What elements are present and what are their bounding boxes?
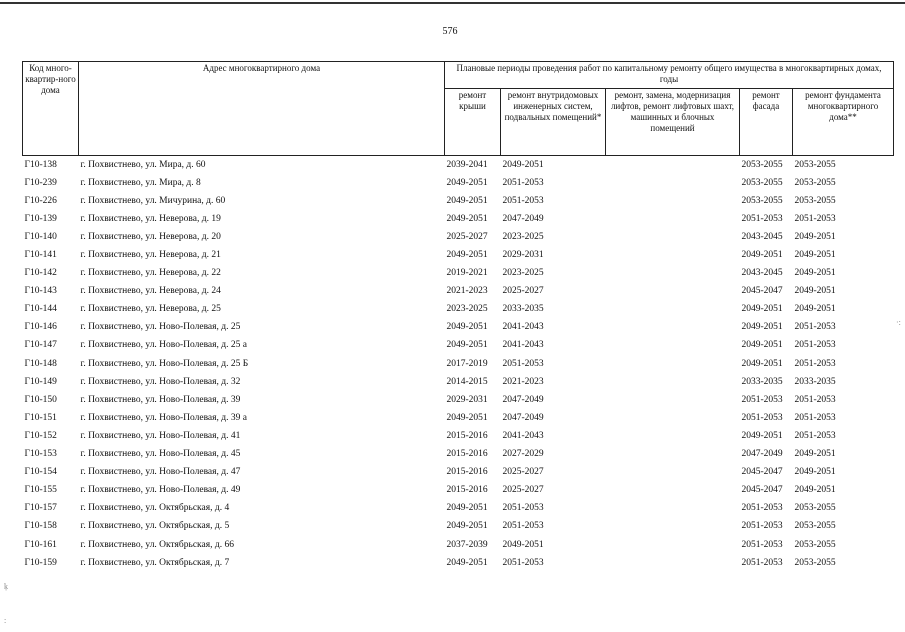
table-row [23, 192, 894, 210]
row-engineering: 2051-2053 [502, 521, 544, 532]
row-code: Г10-158 [24, 521, 57, 532]
row-facade: 2045-2047 [741, 467, 783, 478]
row-roof: 2049-2051 [446, 412, 488, 423]
row-engineering: 2047-2049 [502, 213, 544, 224]
row-roof: 2029-2031 [446, 394, 488, 405]
row-foundation: 2053-2055 [794, 539, 836, 550]
row-foundation: 2053-2055 [794, 503, 836, 514]
row-roof: 2014-2015 [446, 376, 488, 387]
row-engineering: 2047-2049 [502, 412, 544, 423]
row-facade: 2051-2053 [741, 412, 783, 423]
row-address: г. Похвистнево, ул. Ново-Полевая, д. 49 [80, 485, 241, 496]
row-address: г. Похвистнево, ул. Октябрьская, д. 4 [80, 503, 230, 514]
table-row [23, 391, 894, 409]
row-elevators [606, 482, 740, 500]
row-engineering: 2029-2031 [502, 250, 544, 261]
row-foundation: 2051-2053 [794, 412, 836, 423]
row-facade: 2051-2053 [741, 213, 783, 224]
row-facade: 2051-2053 [741, 503, 783, 514]
table-row [23, 536, 894, 554]
table-row [23, 446, 894, 464]
table-row [23, 210, 894, 228]
row-foundation: 2051-2053 [794, 394, 836, 405]
row-facade: 2049-2051 [741, 304, 783, 315]
row-facade: 2053-2055 [741, 159, 783, 170]
row-address: г. Похвистнево, ул. Октябрьская, д. 5 [80, 521, 230, 532]
scan-mark: : [4, 616, 7, 625]
row-roof: 2049-2051 [446, 557, 488, 568]
row-elevators [606, 174, 740, 192]
row-engineering: 2025-2027 [502, 467, 544, 478]
row-elevators [606, 409, 740, 427]
row-address: г. Похвистнево, ул. Ново-Полевая, д. 45 [80, 449, 241, 460]
row-address: г. Похвистнево, ул. Ново-Полевая, д. 41 [80, 430, 241, 441]
row-engineering: 2051-2053 [502, 177, 544, 188]
row-engineering: 2023-2025 [502, 231, 544, 242]
row-engineering: 2051-2053 [502, 557, 544, 568]
table-row [23, 409, 894, 427]
row-roof: 2015-2016 [446, 467, 488, 478]
row-roof: 2015-2016 [446, 449, 488, 460]
header-roof: ремонт крыши [445, 89, 501, 156]
row-roof: 2049-2051 [446, 250, 488, 261]
row-address: г. Похвистнево, ул. Ново-Полевая, д. 25 [80, 322, 241, 333]
row-code: Г10-159 [24, 557, 57, 568]
row-engineering: 2051-2053 [502, 503, 544, 514]
row-address: г. Похвистнево, ул. Октябрьская, д. 66 [80, 539, 234, 550]
row-foundation: 2053-2055 [794, 159, 836, 170]
row-foundation: 2051-2053 [794, 430, 836, 441]
row-engineering: 2051-2053 [502, 358, 544, 369]
row-elevators [606, 518, 740, 536]
header-foundation: ремонт фундамента многоквартирного дома** [793, 89, 894, 156]
table-row [23, 500, 894, 518]
row-roof: 2025-2027 [446, 231, 488, 242]
row-code: Г10-239 [24, 177, 57, 188]
row-elevators [606, 427, 740, 445]
row-foundation: 2051-2053 [794, 213, 836, 224]
row-elevators [606, 391, 740, 409]
row-elevators [606, 210, 740, 228]
row-elevators [606, 446, 740, 464]
table-row [23, 319, 894, 337]
row-roof: 2019-2021 [446, 268, 488, 279]
row-foundation: 2053-2055 [794, 557, 836, 568]
row-address: г. Похвистнево, ул. Ново-Полевая, д. 39 а [80, 412, 247, 423]
table-row [23, 301, 894, 319]
row-elevators [606, 228, 740, 246]
row-engineering: 2025-2027 [502, 485, 544, 496]
table-row [23, 228, 894, 246]
scan-mark: ·: [896, 318, 901, 327]
row-code: Г10-155 [24, 485, 57, 496]
row-engineering: 2049-2051 [502, 539, 544, 550]
row-foundation: 2033-2035 [794, 376, 836, 387]
row-foundation: 2053-2055 [794, 195, 836, 206]
row-engineering: 2051-2053 [502, 195, 544, 206]
table-row [23, 156, 894, 175]
row-facade: 2053-2055 [741, 195, 783, 206]
row-facade: 2047-2049 [741, 449, 783, 460]
row-elevators [606, 192, 740, 210]
header-engineering: ремонт внутридомовых инженерных систем, подвальных помещений* [501, 89, 606, 156]
row-facade: 2043-2045 [741, 268, 783, 279]
row-address: г. Похвистнево, ул. Неверова, д. 19 [80, 213, 221, 224]
table-row [23, 246, 894, 264]
row-foundation: 2049-2051 [794, 286, 836, 297]
row-foundation: 2049-2051 [794, 231, 836, 242]
row-engineering: 2049-2051 [502, 159, 544, 170]
row-address: г. Похвистнево, ул. Неверова, д. 25 [80, 304, 221, 315]
row-facade: 2049-2051 [741, 250, 783, 261]
row-foundation: 2049-2051 [794, 250, 836, 261]
scan-mark: ķ [4, 582, 8, 591]
row-code: Г10-140 [24, 231, 57, 242]
row-code: Г10-148 [24, 358, 57, 369]
row-code: Г10-141 [24, 250, 57, 261]
row-roof: 2037-2039 [446, 539, 488, 550]
row-foundation: 2049-2051 [794, 268, 836, 279]
row-engineering: 2041-2043 [502, 340, 544, 351]
header-facade: ремонт фасада [740, 89, 793, 156]
row-facade: 2051-2053 [741, 557, 783, 568]
table-row [23, 265, 894, 283]
row-elevators [606, 355, 740, 373]
row-foundation: 2049-2051 [794, 304, 836, 315]
row-roof: 2017-2019 [446, 358, 488, 369]
row-code: Г10-150 [24, 394, 57, 405]
row-foundation: 2051-2053 [794, 358, 836, 369]
row-address: г. Похвистнево, ул. Ново-Полевая, д. 25 Б [80, 358, 249, 369]
row-code: Г10-139 [24, 213, 57, 224]
row-roof: 2049-2051 [446, 521, 488, 532]
table-row [23, 355, 894, 373]
scan-edge-line [0, 2, 905, 4]
row-code: Г10-153 [24, 449, 57, 460]
row-engineering: 2023-2025 [502, 268, 544, 279]
row-foundation: 2053-2055 [794, 177, 836, 188]
table-row [23, 373, 894, 391]
row-facade: 2053-2055 [741, 177, 783, 188]
row-facade: 2033-2035 [741, 376, 783, 387]
table-row [23, 482, 894, 500]
row-address: г. Похвистнево, ул. Мичурина, д. 60 [80, 195, 226, 206]
header-address: Адрес многоквартирного дома [79, 62, 445, 156]
row-facade: 2049-2051 [741, 430, 783, 441]
row-roof: 2049-2051 [446, 177, 488, 188]
row-roof: 2049-2051 [446, 195, 488, 206]
row-engineering: 2047-2049 [502, 394, 544, 405]
row-elevators [606, 246, 740, 264]
row-facade: 2051-2053 [741, 539, 783, 550]
row-engineering: 2025-2027 [502, 286, 544, 297]
table-row [23, 518, 894, 536]
row-elevators [606, 156, 740, 175]
row-address: г. Похвистнево, ул. Неверова, д. 22 [80, 268, 221, 279]
row-code: Г10-149 [24, 376, 57, 387]
row-address: г. Похвистнево, ул. Октябрьская, д. 7 [80, 557, 230, 568]
row-foundation: 2051-2053 [794, 322, 836, 333]
row-elevators [606, 319, 740, 337]
row-engineering: 2033-2035 [502, 304, 544, 315]
table-body [23, 156, 894, 573]
header-code: Код много-квартир-ного дома [23, 62, 79, 156]
row-address: г. Похвистнево, ул. Неверова, д. 24 [80, 286, 221, 297]
row-address: г. Похвистнево, ул. Мира, д. 8 [80, 177, 201, 188]
row-code: Г10-143 [24, 286, 57, 297]
row-code: Г10-157 [24, 503, 57, 514]
row-address: г. Похвистнево, ул. Ново-Полевая, д. 32 [80, 376, 241, 387]
row-engineering: 2041-2043 [502, 430, 544, 441]
row-foundation: 2049-2051 [794, 449, 836, 460]
table-row [23, 283, 894, 301]
row-engineering: 2027-2029 [502, 449, 544, 460]
row-code: Г10-154 [24, 467, 57, 478]
row-elevators [606, 283, 740, 301]
row-code: Г10-142 [24, 268, 57, 279]
row-code: Г10-226 [24, 195, 57, 206]
row-facade: 2049-2051 [741, 340, 783, 351]
row-code: Г10-161 [24, 539, 57, 550]
row-address: г. Похвистнево, ул. Мира, д. 60 [80, 159, 206, 170]
row-facade: 2045-2047 [741, 485, 783, 496]
table-row [23, 554, 894, 572]
row-foundation: 2051-2053 [794, 340, 836, 351]
row-address: г. Похвистнево, ул. Неверова, д. 20 [80, 231, 221, 242]
row-facade: 2049-2051 [741, 358, 783, 369]
row-facade: 2049-2051 [741, 322, 783, 333]
row-roof: 2049-2051 [446, 213, 488, 224]
row-roof: 2021-2023 [446, 286, 488, 297]
row-elevators [606, 464, 740, 482]
row-roof: 2049-2051 [446, 340, 488, 351]
row-elevators [606, 554, 740, 572]
row-foundation: 2053-2055 [794, 521, 836, 532]
row-address: г. Похвистнево, ул. Ново-Полевая, д. 47 [80, 467, 241, 478]
header-periods-title: Плановые периоды проведения работ по капитальному ремонту общего имущества в многоквартирных домах, годы [445, 62, 894, 89]
row-roof: 2023-2025 [446, 304, 488, 315]
row-elevators [606, 373, 740, 391]
row-address: г. Похвистнево, ул. Неверова, д. 21 [80, 250, 221, 261]
row-facade: 2051-2053 [741, 394, 783, 405]
row-address: г. Похвистнево, ул. Ново-Полевая, д. 39 [80, 394, 241, 405]
row-code: Г10-146 [24, 322, 57, 333]
row-facade: 2045-2047 [741, 286, 783, 297]
header-elevators: ремонт, замена, модернизация лифтов, ремонт лифтовых шахт, машинных и блочных помещений [606, 89, 740, 156]
row-facade: 2051-2053 [741, 521, 783, 532]
table-row [23, 337, 894, 355]
row-elevators [606, 337, 740, 355]
row-facade: 2043-2045 [741, 231, 783, 242]
row-roof: 2039-2041 [446, 159, 488, 170]
row-elevators [606, 536, 740, 554]
row-foundation: 2049-2051 [794, 467, 836, 478]
row-code: Г10-151 [24, 412, 57, 423]
row-code: Г10-144 [24, 304, 57, 315]
row-code: Г10-152 [24, 430, 57, 441]
row-code: Г10-138 [24, 159, 57, 170]
page-number: 576 [442, 26, 458, 37]
row-address: г. Похвистнево, ул. Ново-Полевая, д. 25 а [80, 340, 247, 351]
table-row [23, 427, 894, 445]
row-elevators [606, 265, 740, 283]
row-elevators [606, 301, 740, 319]
row-foundation: 2049-2051 [794, 485, 836, 496]
table-row [23, 174, 894, 192]
table-row [23, 464, 894, 482]
row-code: Г10-147 [24, 340, 57, 351]
capital-repair-table [22, 61, 894, 572]
row-roof: 2015-2016 [446, 430, 488, 441]
row-roof: 2049-2051 [446, 322, 488, 333]
row-engineering: 2041-2043 [502, 322, 544, 333]
row-roof: 2049-2051 [446, 503, 488, 514]
row-engineering: 2021-2023 [502, 376, 544, 387]
row-elevators [606, 500, 740, 518]
row-roof: 2015-2016 [446, 485, 488, 496]
